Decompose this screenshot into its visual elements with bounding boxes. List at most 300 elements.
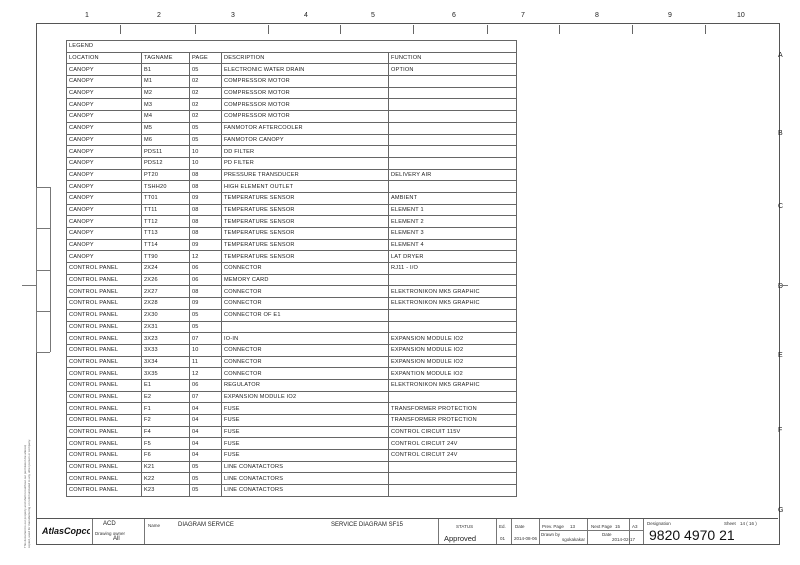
edition-label: Ed. [499,524,506,529]
drawn-by-value: sgokakakar [562,537,586,542]
column-divider [195,25,196,34]
legend-row [67,263,517,275]
row-letter: A [778,52,783,59]
drawing-title: SERVICE DIAGRAM SF15 [331,522,403,528]
cell-page: 08 [190,204,222,216]
header-location: LOCATION [67,52,142,64]
legend-row [67,228,517,240]
cell-page: 06 [190,379,222,391]
margin-mark [36,352,50,353]
next-page-value: 15 [615,524,621,529]
cell-description: FUSE [222,426,389,438]
date2-value: 2014-02-17 [612,537,636,542]
cell-location: CONTROL PANEL [67,485,142,497]
cell-location: CANOPY [67,146,142,158]
cell-page: 08 [190,181,222,193]
cell-page: 06 [190,263,222,275]
column-number: 3 [231,12,235,19]
cell-tagname: 2X27 [142,286,190,298]
cell-tagname: M1 [142,76,190,88]
designation-cell [643,519,779,544]
cell-tagname: TT11 [142,204,190,216]
cell-page: 04 [190,450,222,462]
legend-row [67,169,517,181]
cell-function: ELEMENT 2 [389,216,517,228]
cell-location: CONTROL PANEL [67,286,142,298]
cell-description: LINE CONATACTORS [222,485,389,497]
cell-function [389,321,517,333]
cell-page: 09 [190,192,222,204]
cell-tagname: PT20 [142,169,190,181]
legend-row [67,344,517,356]
drawing-name: DIAGRAM SERVICE [178,522,234,528]
cell-page: 10 [190,344,222,356]
legend-row [67,251,517,263]
cell-tagname: F6 [142,450,190,462]
cell-page: 08 [190,169,222,181]
cell-location: CONTROL PANEL [67,379,142,391]
row-letter: C [778,203,784,210]
status-value: Approved [444,534,477,543]
cell-page: 09 [190,239,222,251]
cell-location: CANOPY [67,99,142,111]
cell-function: EXPANSION MODULE IO2 [389,333,517,345]
cell-location: CONTROL PANEL [67,415,142,427]
cell-description: FUSE [222,450,389,462]
cell-description: ELECTRONIC WATER DRAIN [222,64,389,76]
cell-tagname: K23 [142,485,190,497]
atlas-copco-logo [40,522,90,540]
cell-page: 05 [190,122,222,134]
date2-label: Date [602,532,612,537]
cell-page: 12 [190,368,222,380]
legend-row [67,450,517,462]
cell-description: FUSE [222,438,389,450]
column-number: 9 [668,12,672,19]
cell-tagname: TT90 [142,251,190,263]
name-label: Name [148,523,161,528]
cell-function [389,122,517,134]
cell-page: 02 [190,111,222,123]
column-number: 8 [595,12,599,19]
cell-page: 02 [190,87,222,99]
legend-row [67,426,517,438]
cell-location: CONTROL PANEL [67,473,142,485]
legend-row [67,216,517,228]
column-number: 4 [304,12,308,19]
cell-page: 05 [190,473,222,485]
cell-tagname: PDS11 [142,146,190,158]
status-cell [438,519,497,544]
cell-description: IO-IN [222,333,389,345]
cell-description: LINE CONATACTORS [222,461,389,473]
cell-location: CONTROL PANEL [67,321,142,333]
cell-tagname: 2X24 [142,263,190,275]
cell-description: CONNECTOR [222,356,389,368]
dept-cell [92,519,145,544]
cell-location: CANOPY [67,181,142,193]
cell-description: TEMPERATURE SENSOR [222,228,389,240]
legend-row [67,391,517,403]
cell-description: FUSE [222,415,389,427]
legend-row [67,379,517,391]
legend-header-row [67,52,517,64]
legend-row [67,333,517,345]
cell-location: CONTROL PANEL [67,298,142,310]
cell-tagname: E1 [142,379,190,391]
cell-page: 04 [190,438,222,450]
format-value: A3 [632,524,638,529]
cell-tagname: 2X26 [142,274,190,286]
cell-function [389,99,517,111]
cell-tagname: M6 [142,134,190,146]
cell-description: CONNECTOR OF E1 [222,309,389,321]
status-label: STATUS [456,524,474,529]
cell-description: COMPRESSOR MOTOR [222,111,389,123]
column-divider [340,25,341,34]
cell-location: CONTROL PANEL [67,426,142,438]
cell-location: CANOPY [67,76,142,88]
cell-tagname: PDS12 [142,157,190,169]
row-letter: E [778,352,783,359]
cell-function: DELIVERY AIR [389,169,517,181]
cell-location: CONTROL PANEL [67,450,142,462]
cell-function: CONTROL CIRCUIT 115V [389,426,517,438]
cell-location: CANOPY [67,122,142,134]
header-page: PAGE [190,52,222,64]
cell-description: EXPANSION MODULE IO2 [222,391,389,403]
edition-cell [496,519,512,544]
legend-row [67,99,517,111]
cell-function [389,309,517,321]
cell-tagname: E2 [142,391,190,403]
cell-function [389,473,517,485]
cell-page: 10 [190,146,222,158]
column-divider [559,25,560,34]
margin-mark [36,311,50,312]
cell-tagname: TSHH20 [142,181,190,193]
cell-description: COMPRESSOR MOTOR [222,99,389,111]
title-block [36,518,778,544]
cell-function: EXPANSION MODULE IO2 [389,344,517,356]
cell-page: 04 [190,426,222,438]
margin-mark [36,187,50,188]
cell-function [389,181,517,193]
margin-mark [50,187,51,352]
cell-description: DD FILTER [222,146,389,158]
cell-description [222,321,389,333]
cell-location: CANOPY [67,251,142,263]
cell-page: 12 [190,251,222,263]
column-number: 1 [85,12,89,19]
cell-location: CONTROL PANEL [67,438,142,450]
legend-row [67,157,517,169]
cell-tagname: 2X28 [142,298,190,310]
cell-page: 04 [190,403,222,415]
cell-page: 10 [190,157,222,169]
cell-page: 05 [190,485,222,497]
cell-location: CONTROL PANEL [67,461,142,473]
cell-description: LINE CONATACTORS [222,473,389,485]
legend-row [67,321,517,333]
header-tagname: TAGNAME [142,52,190,64]
legend-row [67,274,517,286]
cell-page: 08 [190,286,222,298]
cell-page: 05 [190,321,222,333]
column-divider [120,25,121,34]
sheet-label: Sheet [724,521,736,526]
cell-function [389,274,517,286]
cell-description: COMPRESSOR MOTOR [222,87,389,99]
cell-page: 05 [190,64,222,76]
cell-tagname: B1 [142,64,190,76]
cell-function: ELEMENT 1 [389,204,517,216]
cell-page: 06 [190,274,222,286]
cell-tagname: TT12 [142,216,190,228]
prev-page-value: 13 [570,524,576,529]
cell-tagname: TT13 [142,228,190,240]
cell-description: CONNECTOR [222,344,389,356]
cell-description: TEMPERATURE SENSOR [222,192,389,204]
name-cell [144,519,483,544]
prev-page-label: Prev. Page [542,524,564,529]
column-divider [632,25,633,34]
cell-location: CONTROL PANEL [67,263,142,275]
legend-row [67,309,517,321]
legend-row [67,286,517,298]
legend-title: LEGEND [67,41,517,53]
designation-number: 9820 4970 21 [649,527,735,543]
cell-function: ELEMENT 3 [389,228,517,240]
cell-location: CANOPY [67,169,142,181]
row-letter: F [778,427,783,434]
column-number: 2 [157,12,161,19]
cell-location: CANOPY [67,239,142,251]
cell-function: EXPANSION MODULE IO2 [389,356,517,368]
copyright-note: This document is our property and shall not without our permission be altered, copied, used for manufacturing or communicated to any other person or company. [23,439,31,548]
cell-function: ELEKTRONIKON MK5 GRAPHIC [389,298,517,310]
cell-description: CONNECTOR [222,298,389,310]
cell-tagname: 3X35 [142,368,190,380]
column-divider [487,25,488,34]
cell-location: CONTROL PANEL [67,309,142,321]
cell-location: CANOPY [67,192,142,204]
cell-function: ELEKTRONIKON MK5 GRAPHIC [389,379,517,391]
column-number: 7 [521,12,525,19]
legend-row [67,438,517,450]
designation-label: Designation [647,521,671,526]
cell-function: TRANSFORMER PROTECTION [389,403,517,415]
column-ruler [0,12,800,22]
cell-function: AMBIENT [389,192,517,204]
cell-function: CONTROL CIRCUIT 24V [389,438,517,450]
cell-location: CANOPY [67,111,142,123]
legend-row [67,181,517,193]
cell-description: PD FILTER [222,157,389,169]
cell-description: TEMPERATURE SENSOR [222,239,389,251]
cell-description: CONNECTOR [222,286,389,298]
cell-function: RJ11 - I/O [389,263,517,275]
cell-function: OPTION [389,64,517,76]
cell-function [389,87,517,99]
legend-row [67,146,517,158]
edition-value: 01 [500,536,506,541]
title-block-divider [539,530,643,531]
legend-row [67,415,517,427]
cell-function [389,461,517,473]
column-number: 6 [452,12,456,19]
cell-function: ELEKTRONIKON MK5 GRAPHIC [389,286,517,298]
cell-description: TEMPERATURE SENSOR [222,216,389,228]
cell-function: TRANSFORMER PROTECTION [389,415,517,427]
cell-location: CONTROL PANEL [67,368,142,380]
legend-row [67,76,517,88]
legend-row [67,134,517,146]
cell-description: COMPRESSOR MOTOR [222,76,389,88]
cell-tagname: K21 [142,461,190,473]
column-number: 5 [371,12,375,19]
margin-mark [36,270,50,271]
cell-description: FANMOTOR CANOPY [222,134,389,146]
cell-tagname: F5 [142,438,190,450]
legend-row [67,403,517,415]
legend-table [66,40,517,497]
cell-location: CANOPY [67,64,142,76]
next-page-label: Next Page [591,524,613,529]
cell-function: EXPANTION MODULE IO2 [389,368,517,380]
margin-mark [778,285,788,286]
logo-text: AtlasCopco [42,526,90,536]
cell-tagname: M2 [142,87,190,99]
cell-description: PRESSURE TRANSDUCER [222,169,389,181]
cell-function: LAT DRYER [389,251,517,263]
legend-row [67,204,517,216]
cell-function: ELEMENT 4 [389,239,517,251]
legend-row [67,64,517,76]
cell-tagname: TT01 [142,192,190,204]
legend-row [67,368,517,380]
cell-tagname: F2 [142,415,190,427]
cell-description: TEMPERATURE SENSOR [222,251,389,263]
cell-location: CANOPY [67,87,142,99]
cell-tagname: 2X31 [142,321,190,333]
cell-tagname: M3 [142,99,190,111]
cell-function [389,146,517,158]
cell-tagname: TT14 [142,239,190,251]
cell-function [389,111,517,123]
cell-function: CONTROL CIRCUIT 24V [389,450,517,462]
legend-row [67,356,517,368]
cell-description: FUSE [222,403,389,415]
cell-description: MEMORY CARD [222,274,389,286]
cell-tagname: F4 [142,426,190,438]
drawing-owner-label: Drawing owner [95,531,126,536]
drawing-owner: All [113,536,120,542]
cell-location: CONTROL PANEL [67,391,142,403]
cell-location: CANOPY [67,228,142,240]
cell-page: 08 [190,228,222,240]
cell-page: 09 [190,298,222,310]
cell-tagname: 3X34 [142,356,190,368]
cell-location: CANOPY [67,216,142,228]
legend-row [67,485,517,497]
header-function: FUNCTION [389,52,517,64]
legend-row [67,192,517,204]
cell-page: 11 [190,356,222,368]
header-description: DESCRIPTION [222,52,389,64]
legend-title-row [67,41,517,53]
cell-tagname: M4 [142,111,190,123]
date-value: 2014-08-06 [514,536,538,541]
column-number: 10 [737,12,745,19]
cell-page: 02 [190,99,222,111]
cell-description: HIGH ELEMENT OUTLET [222,181,389,193]
cell-page: 04 [190,415,222,427]
cell-page: 05 [190,461,222,473]
legend-row [67,298,517,310]
cell-description: CONNECTOR [222,368,389,380]
column-divider [413,25,414,34]
dept: ACD [103,521,116,527]
row-letter: D [778,283,784,290]
column-divider [705,25,706,34]
row-letter: B [778,130,783,137]
atlas-copco-logo-graphic [40,522,90,540]
sheet-value: 14 ( 16 ) [740,521,757,526]
cell-function [389,391,517,403]
margin-mark [36,228,50,229]
cell-description: CONNECTOR [222,263,389,275]
cell-location: CANOPY [67,157,142,169]
cell-page: 05 [190,309,222,321]
cell-tagname: 3X23 [142,333,190,345]
cell-tagname: K22 [142,473,190,485]
date-label: Date [515,524,525,529]
legend-row [67,122,517,134]
cell-tagname: F1 [142,403,190,415]
cell-location: CONTROL PANEL [67,333,142,345]
cell-location: CONTROL PANEL [67,274,142,286]
cell-location: CONTROL PANEL [67,356,142,368]
cell-location: CANOPY [67,134,142,146]
legend-row [67,87,517,99]
cell-page: 05 [190,134,222,146]
cell-page: 08 [190,216,222,228]
cell-tagname: 3X33 [142,344,190,356]
row-letter: G [778,507,784,514]
cell-location: CONTROL PANEL [67,403,142,415]
legend-row [67,239,517,251]
date-cell [511,519,540,544]
cell-page: 07 [190,333,222,345]
cell-tagname: M5 [142,122,190,134]
cell-description: TEMPERATURE SENSOR [222,204,389,216]
cell-page: 02 [190,76,222,88]
cell-description: REGULATOR [222,379,389,391]
cell-function [389,485,517,497]
cell-description: FANMOTOR AFTERCOOLER [222,122,389,134]
cell-tagname: 2X30 [142,309,190,321]
cell-location: CANOPY [67,204,142,216]
legend-row [67,473,517,485]
cell-location: CONTROL PANEL [67,344,142,356]
margin-mark [22,285,36,286]
cell-function [389,76,517,88]
cell-function [389,157,517,169]
column-divider [268,25,269,34]
legend-row [67,111,517,123]
cell-function [389,134,517,146]
